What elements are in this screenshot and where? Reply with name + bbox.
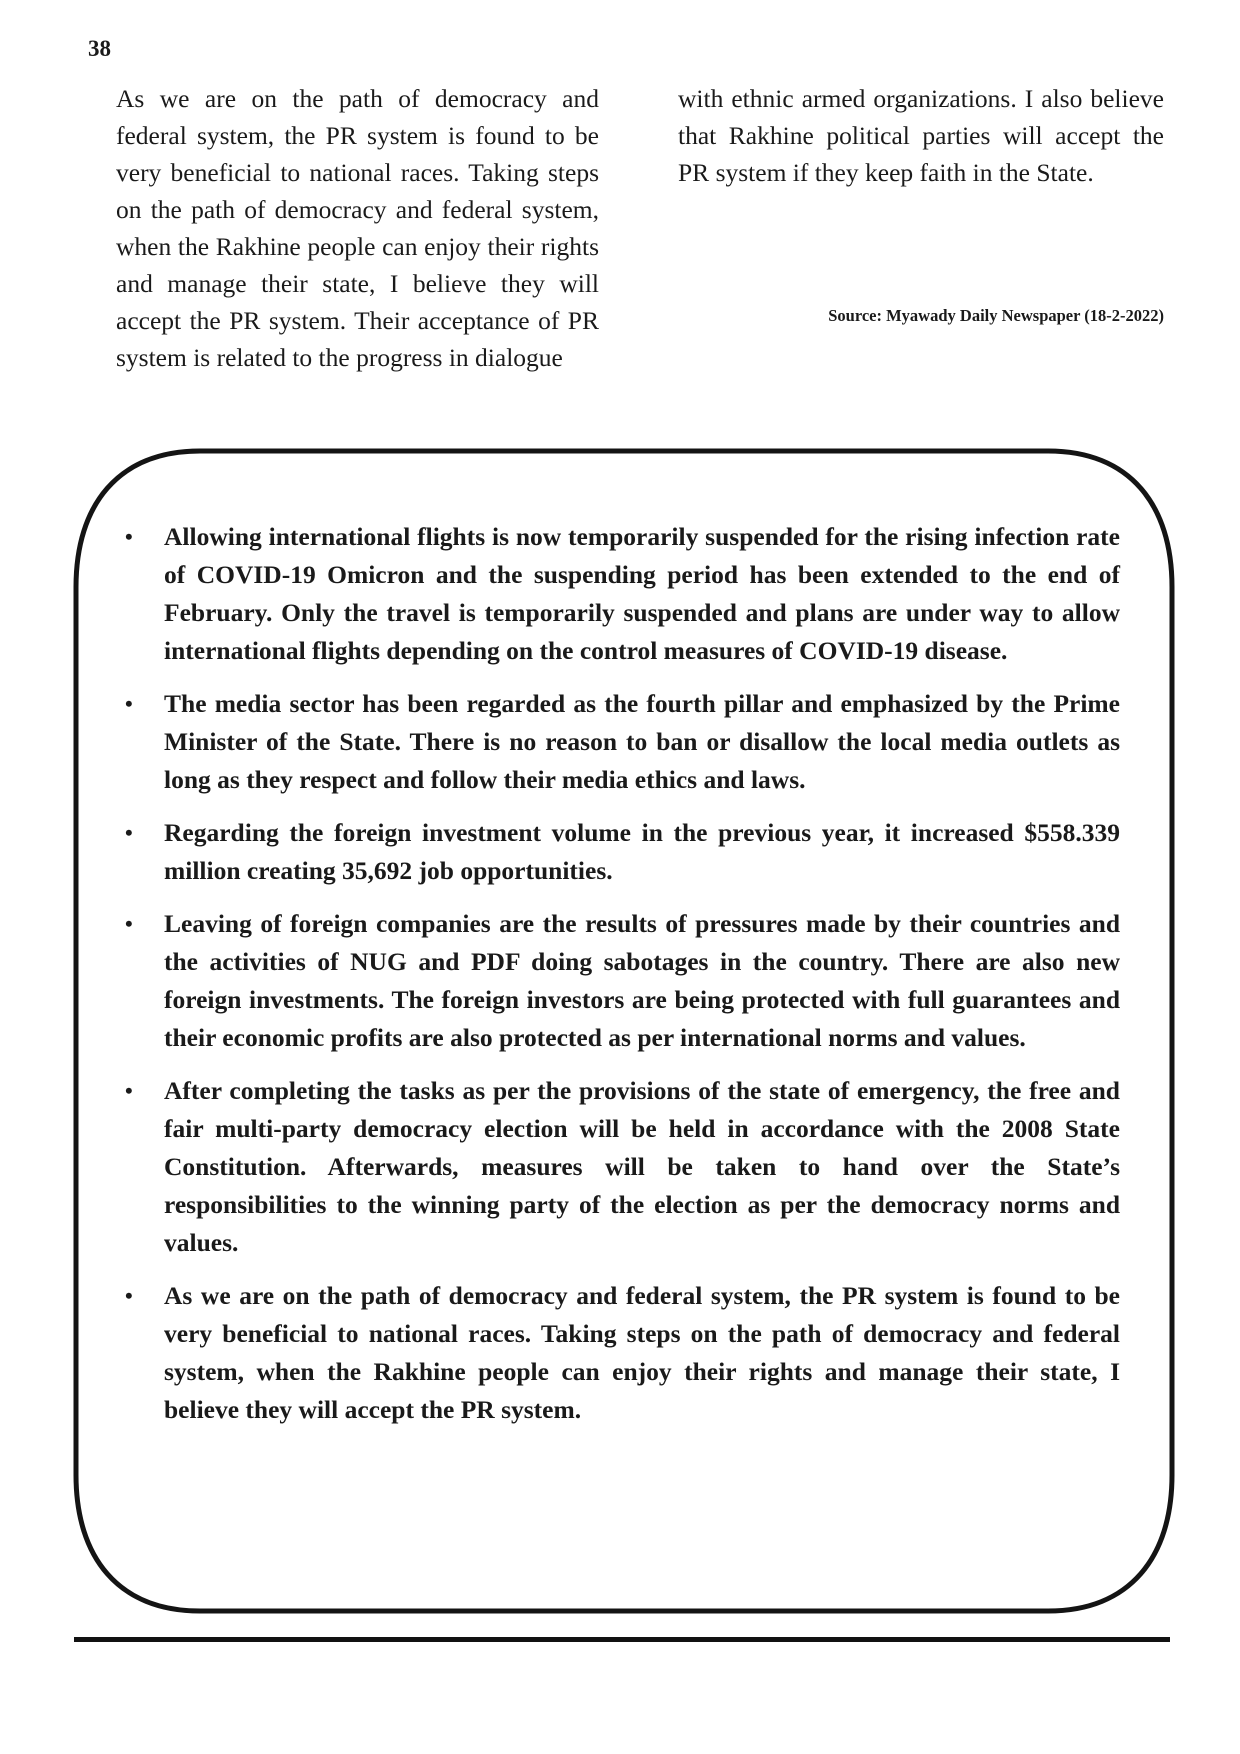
bullet-point-icon: •	[125, 1078, 133, 1103]
bullet-point-icon: •	[125, 911, 133, 936]
highlight-item	[120, 814, 1120, 890]
highlight-item	[120, 905, 1120, 1057]
source-citation: Source: Myawady Daily Newspaper (18-2-2022)	[828, 306, 1164, 325]
highlight-item	[120, 1072, 1120, 1262]
highlight-text: The media sector has been regarded as the fourth pillar and emphasized by the Prime Minister of the State. There is no reason to ban or disallow the local media outlets as long as they respect and follow their media ethics and laws.	[164, 689, 1120, 794]
highlight-item	[120, 1277, 1120, 1429]
highlight-item	[120, 685, 1120, 799]
highlight-text: Regarding the foreign investment volume in the previous year, it increased $558.339 million creating 35,692 job opportunities.	[164, 818, 1120, 885]
bullet-point-icon: •	[125, 524, 133, 549]
highlight-item	[120, 518, 1120, 670]
highlight-text: As we are on the path of democracy and federal system, the PR system is found to be very beneficial to national races. Taking steps on the path of democracy and federal system, when the Rakhine people can enjoy their rights and manage their state, I believe they will accept the PR system.	[164, 1281, 1120, 1424]
bottom-rule	[74, 1637, 1170, 1642]
highlight-text: Leaving of foreign companies are the results of pressures made by their countries and the activities of NUG and PDF doing sabotages in the country. There are also new foreign investments. The foreign investors are being protected with full guarantees and their economic profits are also protected as per international norms and values.	[164, 909, 1120, 1052]
bullet-point-icon: •	[125, 691, 133, 716]
bullet-point-icon: •	[125, 820, 133, 845]
article-right-column: with ethnic armed organizations. I also believe that Rakhine political parties will accept the PR system if they keep faith in the State.	[678, 84, 1164, 187]
highlight-text: Allowing international flights is now temporarily suspended for the rising infection rate of COVID-19 Omicron and the suspending period has been extended to the end of February. Only the travel is temporarily suspended and plans are under way to allow international flights depending on the control measures of COVID-19 disease.	[164, 522, 1120, 665]
bullet-point-icon: •	[125, 1283, 133, 1308]
highlight-text: After completing the tasks as per the provisions of the state of emergency, the free and fair multi-party democracy election will be held in accordance with the 2008 State Constitution. Afterwards, measures will be taken to hand over the State’s responsibilities to the winning party of the election as per the democracy norms and values.	[164, 1076, 1120, 1257]
article-left-column: As we are on the path of democracy and federal system, the PR system is found to be very beneficial to national races. Taking steps on the path of democracy and federal system, when the Rakhine people can enjoy their rights and manage their state, I believe they will accept the PR system. Their acceptance of PR system is related to the progress in dialogue	[116, 84, 599, 372]
page-number: 38	[88, 36, 111, 61]
highlights-list	[120, 518, 1120, 1444]
